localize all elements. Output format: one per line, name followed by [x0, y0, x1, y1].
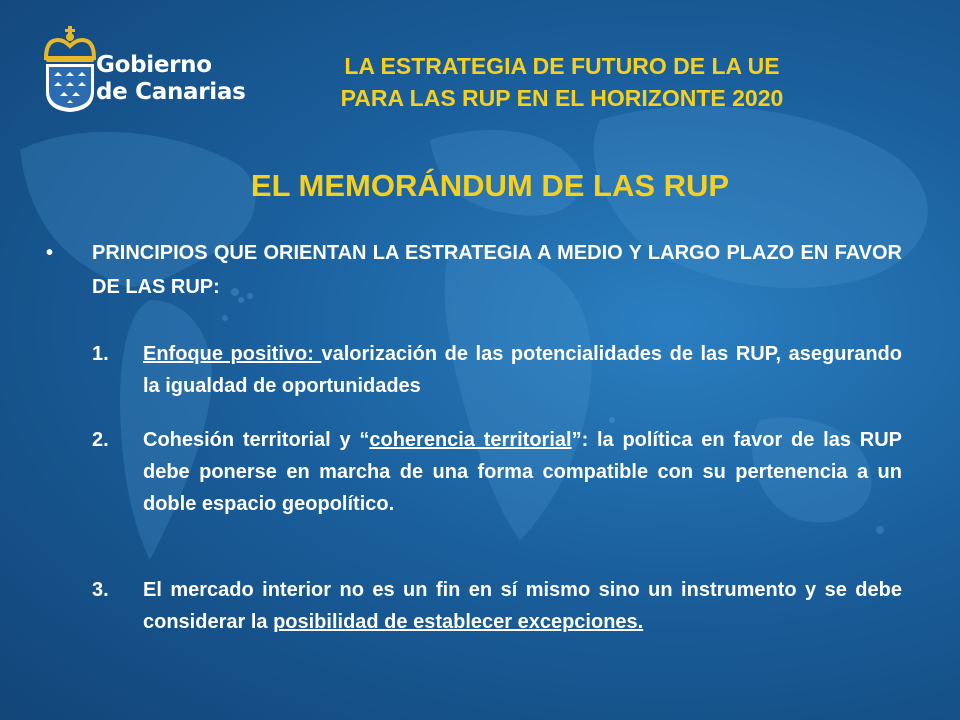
coat-of-arms-icon — [40, 26, 100, 116]
brand-line-1: Gobierno — [96, 52, 212, 78]
bullet-text: PRINCIPIOS QUE ORIENTAN LA ESTRATEGIA A MEDIO Y LARGO PLAZO EN FAVOR DE LAS RUP: — [92, 242, 902, 298]
principle-text — [143, 424, 902, 520]
bullet-dot: • — [46, 242, 54, 264]
slide-title-line-1: LA ESTRATEGIA DE FUTURO DE LA UE — [344, 53, 780, 79]
principle-number: 3. — [92, 579, 109, 601]
principle-rest-text: valorización de las potencialidades de las RUP, asegurando la igualdad de oportunidades — [143, 343, 902, 397]
principle-before-text: El mercado interior no es un fin en sí mismo sino un instrumento y se debe considerar la — [143, 579, 902, 633]
principle-number: 1. — [92, 343, 109, 365]
brand-line-2: de Canarias — [96, 79, 246, 105]
principle-number: 2. — [92, 429, 109, 451]
principle-item-1 — [92, 338, 902, 402]
principle-underlined-text: posibilidad de establecer excepciones. — [273, 611, 644, 633]
slide-title-line-2: PARA LAS RUP EN EL HORIZONTE 2020 — [340, 85, 784, 111]
brand-name — [96, 52, 246, 106]
principle-item-3 — [92, 574, 902, 638]
slide-title — [262, 50, 862, 114]
bullet-principles-heading — [46, 236, 902, 304]
principle-item-2 — [92, 424, 902, 520]
principle-text — [143, 574, 902, 638]
principle-after-text: ”: la política en favor de las RUP debe ponerse en marcha de una forma compatible con su pertenencia a un doble espacio geopolítico. — [143, 429, 902, 515]
principle-underlined-text: coherencia territorial — [369, 429, 572, 451]
principle-underlined-text: Enfoque positivo: — [143, 343, 322, 365]
principle-text — [143, 338, 902, 402]
section-title: EL MEMORÁNDUM DE LAS RUP — [250, 168, 730, 203]
principle-before-text: Cohesión territorial y “ — [143, 429, 370, 451]
